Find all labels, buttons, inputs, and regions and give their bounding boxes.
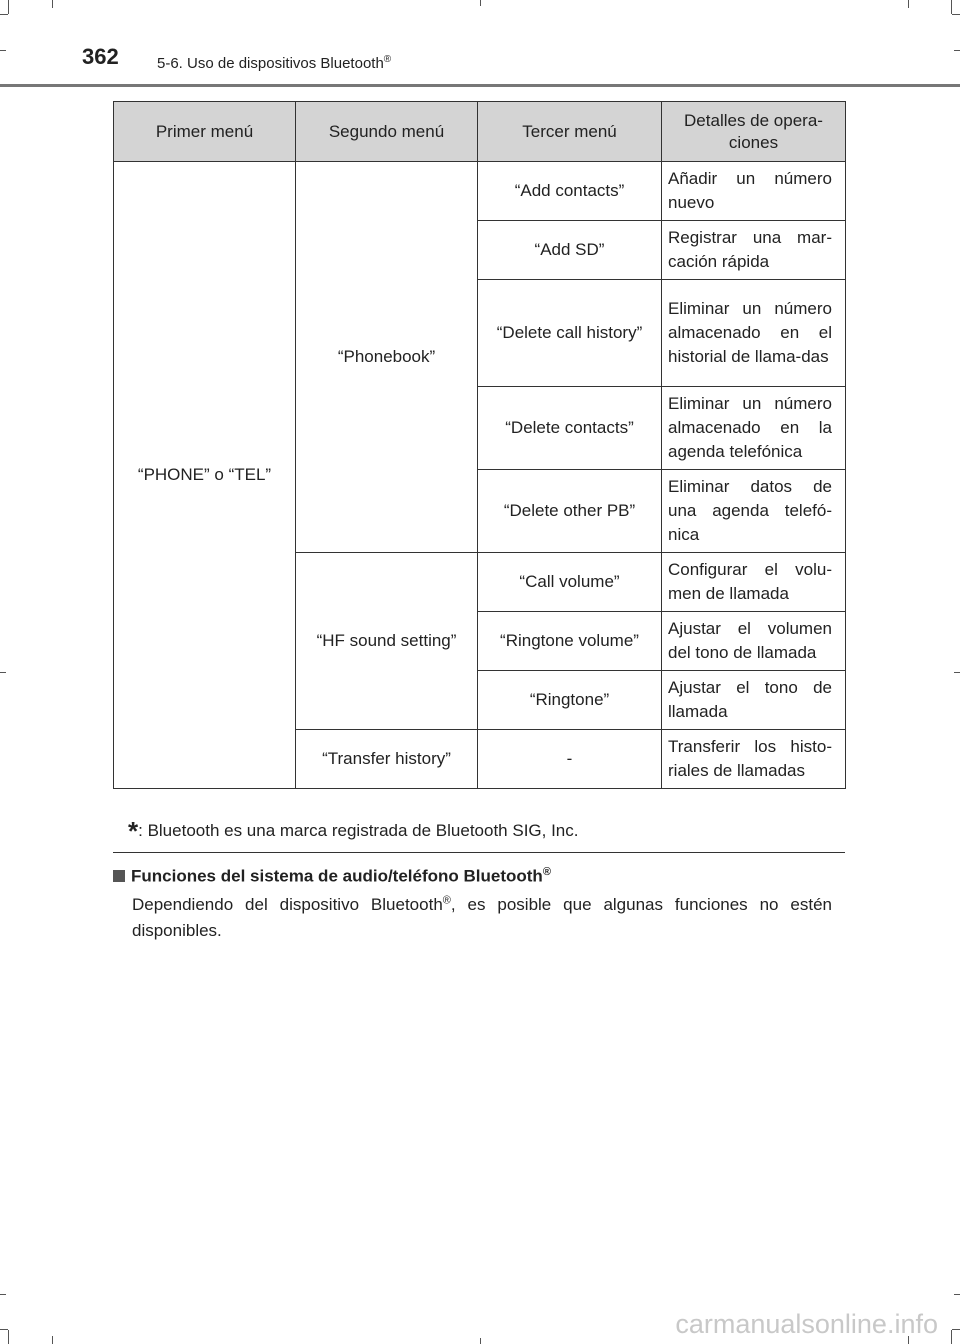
third-menu-cell: “Ringtone” bbox=[478, 671, 662, 730]
page-number: 362 bbox=[82, 44, 119, 69]
watermark: carmanualsonline.info bbox=[675, 1309, 938, 1339]
table-row bbox=[114, 162, 846, 221]
crop-mark bbox=[0, 14, 8, 15]
details-cell: Configurar el volu-men de llamada bbox=[662, 553, 846, 612]
second-menu-cell: “Phonebook” bbox=[296, 162, 478, 553]
operations-table bbox=[113, 101, 846, 789]
third-menu-cell: “Delete other PB” bbox=[478, 470, 662, 553]
crop-mark bbox=[480, 0, 481, 6]
crop-mark bbox=[954, 50, 960, 51]
column-header-first-menu: Primer menú bbox=[114, 102, 296, 162]
registered-mark: ® bbox=[442, 894, 451, 907]
column-header-details-text: Detalles de opera-ciones bbox=[684, 110, 823, 152]
details-cell: Ajustar el volumen del tono de llamada bbox=[662, 612, 846, 671]
third-menu-cell: - bbox=[478, 730, 662, 789]
third-menu-cell: “Ringtone volume” bbox=[478, 612, 662, 671]
column-header-details bbox=[662, 102, 846, 162]
crop-mark bbox=[951, 0, 952, 14]
crop-mark bbox=[0, 1294, 6, 1295]
crop-mark bbox=[954, 1294, 960, 1295]
footnote-marker: * bbox=[128, 816, 139, 846]
section-divider bbox=[113, 852, 845, 853]
details-cell: Añadir un número nuevo bbox=[662, 162, 846, 221]
crop-mark bbox=[0, 50, 6, 51]
crop-mark bbox=[908, 0, 909, 8]
functions-heading bbox=[113, 866, 551, 887]
details-cell: Transferir los histo-riales de llamadas bbox=[662, 730, 846, 789]
second-menu-cell: “Transfer history” bbox=[296, 730, 478, 789]
details-cell: Eliminar un número almacenado en la agenda telefónica bbox=[662, 387, 846, 470]
functions-heading-text: Funciones del sistema de audio/teléfono Bluetooth bbox=[131, 866, 543, 886]
details-cell: Ajustar el tono de llamada bbox=[662, 671, 846, 730]
third-menu-cell: “Add SD” bbox=[478, 221, 662, 280]
functions-body-start: Dependiendo del dispositivo Bluetooth bbox=[132, 895, 443, 914]
crop-mark bbox=[52, 1336, 53, 1344]
crop-mark bbox=[480, 1338, 481, 1344]
first-menu-cell: “PHONE” o “TEL” bbox=[114, 162, 296, 789]
registered-mark: ® bbox=[542, 866, 551, 878]
crop-mark bbox=[952, 1329, 960, 1330]
details-cell: Eliminar datos de una agenda telefó-nica bbox=[662, 470, 846, 553]
crop-mark bbox=[8, 0, 9, 14]
functions-body-end: , es posible que algunas funciones no estén disponibles. bbox=[132, 895, 832, 940]
second-menu-cell: “HF sound setting” bbox=[296, 553, 478, 730]
third-menu-cell: “Call volume” bbox=[478, 553, 662, 612]
column-header-third-menu: Tercer menú bbox=[478, 102, 662, 162]
section-title-text: 5-6. Uso de dispositivos Bluetooth bbox=[157, 55, 384, 72]
third-menu-cell: “Add contacts” bbox=[478, 162, 662, 221]
square-bullet-icon bbox=[113, 870, 125, 882]
crop-mark bbox=[952, 14, 960, 15]
table-header-row bbox=[114, 102, 846, 162]
crop-mark bbox=[0, 672, 6, 673]
crop-mark bbox=[52, 0, 53, 8]
footnote bbox=[128, 812, 579, 846]
third-menu-cell: “Delete call history” bbox=[478, 280, 662, 387]
crop-mark bbox=[954, 672, 960, 673]
column-header-second-menu: Segundo menú bbox=[296, 102, 478, 162]
crop-mark bbox=[8, 1330, 9, 1344]
details-cell: Eliminar un número almacenado en el historial de llama-das bbox=[662, 280, 846, 387]
functions-body bbox=[132, 892, 832, 944]
header-rule bbox=[0, 84, 960, 87]
footnote-text: : Bluetooth es una marca registrada de Bluetooth SIG, Inc. bbox=[138, 821, 579, 840]
crop-mark bbox=[951, 1330, 952, 1344]
crop-mark bbox=[0, 1329, 8, 1330]
third-menu-cell: “Delete contacts” bbox=[478, 387, 662, 470]
registered-mark: ® bbox=[383, 54, 392, 65]
details-cell: Registrar una mar-cación rápida bbox=[662, 221, 846, 280]
section-title bbox=[157, 54, 391, 72]
